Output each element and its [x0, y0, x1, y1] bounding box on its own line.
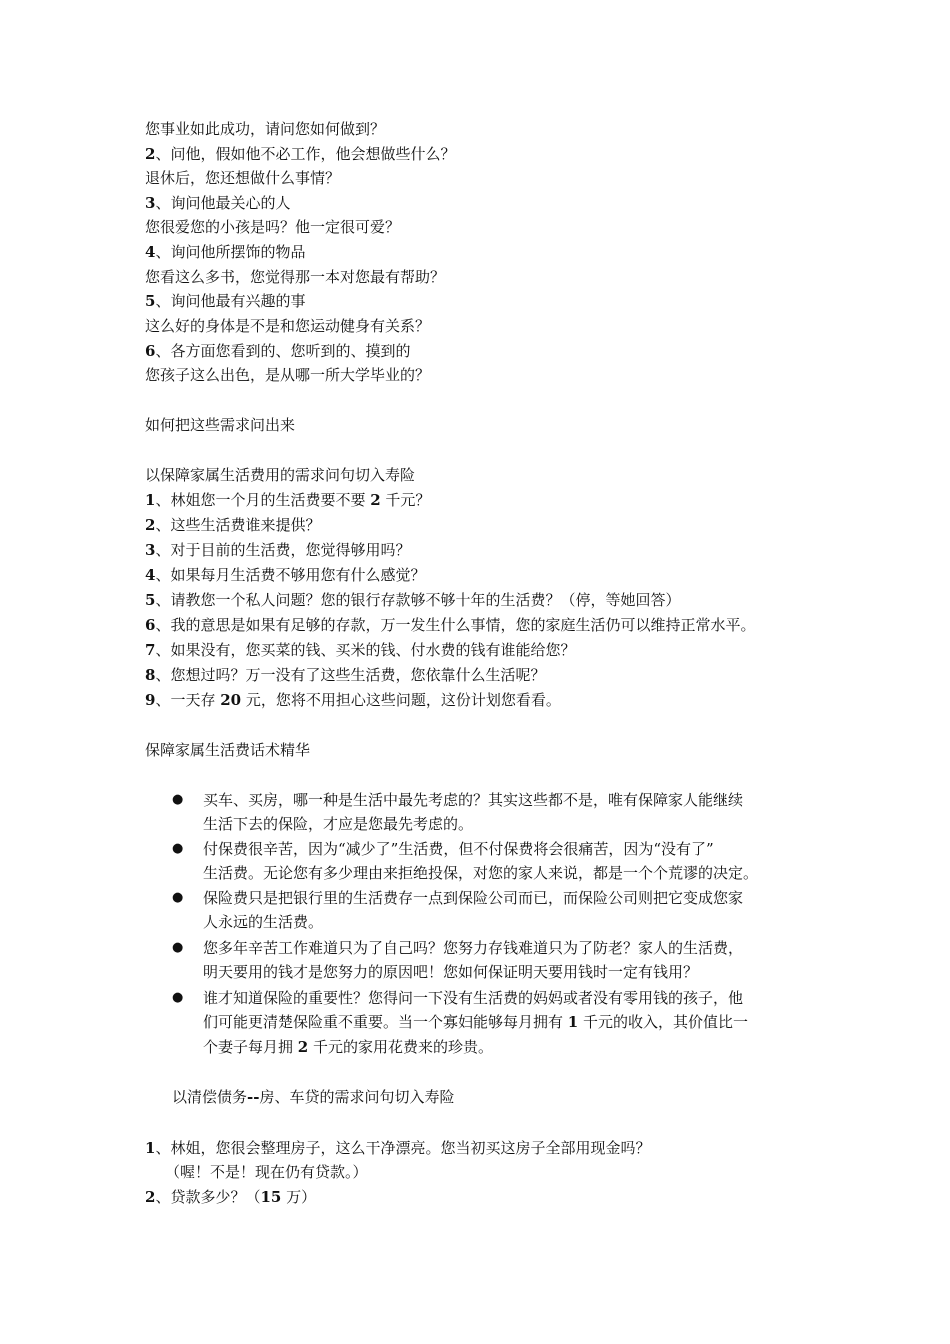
section-heading-how: 如何把这些需求问出来	[145, 416, 296, 434]
answer-line: （喔！不是！现在仍有贷款。）	[165, 1163, 368, 1181]
question-item: 1、林姐您一个月的生活费要不要 2 千元？	[145, 491, 431, 509]
intro-line: 您很爱您的小孩是吗？他一定很可爱？	[145, 218, 401, 236]
question-item: 9、一天存 20 元，您将不用担心这些问题，这份计划您看看。	[145, 691, 561, 709]
bullet-line: 谁才知道保险的重要性？您得问一下没有生活费的妈妈或者没有零用钱的孩子，他	[203, 989, 744, 1007]
intro-line: 您事业如此成功，请问您如何做到？	[145, 120, 386, 138]
intro-line: 这么好的身体是不是和您运动健身有关系？	[145, 317, 431, 335]
bullet-line: 个妻子每月拥 2 千元的家用花费来的珍贵。	[203, 1038, 493, 1056]
bullet-line: 您多年辛苦工作难道只为了自己吗？您努力存钱难道只为了防老？家人的生活费，	[203, 939, 744, 957]
bullet-line: 明天要用的钱才是您努力的原因吧！您如何保证明天要用钱时一定有钱用？	[203, 963, 699, 981]
section-heading-family: 以保障家属生活费用的需求问句切入寿险	[145, 466, 416, 484]
bullet-line: 保险费只是把银行里的生活费存一点到保险公司而已，而保险公司则把它变成您家	[203, 889, 744, 907]
bullet-icon: ●	[172, 890, 184, 905]
bullet-line: 们可能更清楚保险重不重要。当一个寡妇能够每月拥有 1 千元的收入，其价值比一	[203, 1013, 748, 1031]
bullet-line: 付保费很辛苦，因为“减少了”生活费，但不付保费将会很痛苦，因为“没有了”	[203, 840, 714, 858]
question-item: 5、请教您一个私人问题？您的银行存款够不够十年的生活费？（停，等她回答）	[145, 591, 681, 609]
question-item: 4、如果每月生活费不够用您有什么感觉？	[145, 566, 426, 584]
section-heading-debt: 以清偿债务--房、车贷的需求问句切入寿险	[172, 1088, 455, 1106]
intro-line: 3、询问他最关心的人	[145, 194, 291, 212]
bullet-line: 买车、买房，哪一种是生活中最先考虑的？其实这些都不是，唯有保障家人能继续	[203, 791, 744, 809]
intro-line: 6、各方面您看到的、您听到的、摸到的	[145, 342, 411, 360]
question-item: 3、对于目前的生活费，您觉得够用吗？	[145, 541, 411, 559]
intro-line: 4、询问他所摆饰的物品	[145, 243, 306, 261]
intro-line: 2、问他，假如他不必工作，他会想做些什么？	[145, 145, 456, 163]
bullet-line: 人永远的生活费。	[203, 913, 324, 931]
question-item: 7、如果没有，您买菜的钱、买米的钱、付水费的钱有谁能给您？	[145, 641, 576, 659]
bullet-icon: ●	[172, 841, 184, 856]
intro-line: 您看这么多书，您觉得那一本对您最有帮助？	[145, 268, 446, 286]
section-heading-essence: 保障家属生活费话术精华	[145, 741, 311, 759]
question-item: 6、我的意思是如果有足够的存款，万一发生什么事情，您的家庭生活仍可以维持正常水平。	[145, 616, 756, 634]
question-item: 2、贷款多少？（15 万）	[145, 1188, 317, 1206]
intro-line: 5、询问他最有兴趣的事	[145, 292, 306, 310]
bullet-line: 生活费。无论您有多少理由来拒绝投保，对您的家人来说，都是一个个荒谬的决定。	[203, 864, 759, 882]
question-item: 8、您想过吗？万一没有了这些生活费，您依靠什么生活呢？	[145, 666, 546, 684]
bullet-line: 生活下去的保险，才应是您最先考虑的。	[203, 815, 474, 833]
intro-line: 您孩子这么出色，是从哪一所大学毕业的？	[145, 366, 431, 384]
bullet-icon: ●	[172, 792, 184, 807]
question-item: 1、林姐，您很会整理房子，这么干净漂亮。您当初买这房子全部用现金吗？	[145, 1139, 651, 1157]
intro-line: 退休后，您还想做什么事情？	[145, 169, 341, 187]
question-item: 2、这些生活费谁来提供？	[145, 516, 321, 534]
bullet-icon: ●	[172, 990, 184, 1005]
bullet-icon: ●	[172, 940, 184, 955]
